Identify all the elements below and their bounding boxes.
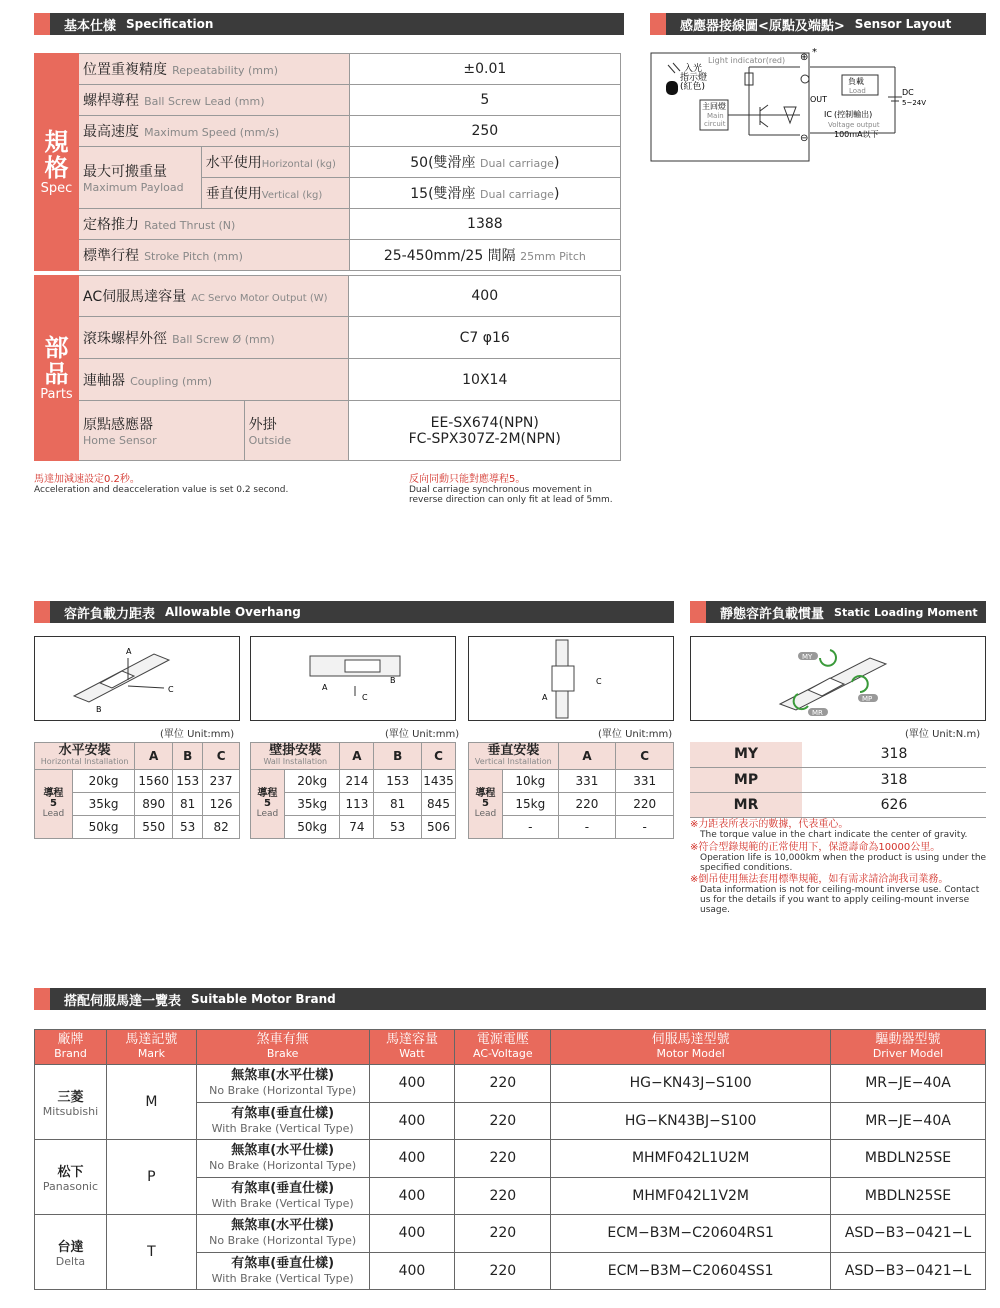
cell: - [502, 816, 558, 839]
entry-label: 入光 [684, 64, 703, 74]
driver-model-cell: MBDLN25SE [831, 1140, 986, 1178]
brand-cn: 三菱 [57, 1090, 84, 1105]
spec-value: 400 [349, 276, 621, 317]
head-en: Brake [266, 1047, 299, 1060]
cell: 53 [374, 816, 422, 839]
moment-header-cn: 靜態容許負載慣量 [720, 606, 825, 622]
cell: 237 [203, 770, 240, 793]
brake-cell [196, 1252, 369, 1290]
label-cn: 標準行程 [82, 248, 139, 264]
lead-num: 5 [263, 798, 271, 809]
motor-header [34, 988, 986, 1010]
cell: 153 [173, 770, 203, 793]
wall-table [250, 742, 456, 839]
value-close: ) [553, 186, 560, 202]
value-num: 15 [410, 186, 429, 202]
note-en: Dual carriage synchronous movement in reverse direction can only fit at lead of 5mm. [409, 485, 613, 505]
spec-row-lead [78, 85, 349, 116]
horizontal-table [34, 742, 240, 839]
motor-model-cell: ECM−B3M−C20604RS1 [551, 1215, 831, 1253]
cell: 50kg [284, 816, 340, 839]
main-cn: 主回燈 [702, 102, 726, 111]
cell: 845 [422, 793, 456, 816]
voltage-cell: 220 [455, 1215, 551, 1253]
spec-value [349, 240, 620, 271]
label-cn: 連軸器 [82, 372, 125, 389]
head-watt [369, 1030, 455, 1065]
voltage-cell: 220 [455, 1252, 551, 1290]
lead-label [251, 770, 285, 839]
ic-cn: (控制輸出) [834, 110, 873, 119]
motor-model-cell: HG−KN43BJ−S100 [551, 1102, 831, 1140]
moment-key: MP [690, 767, 802, 792]
motor-model-cell: ECM−B3M−C20604SS1 [551, 1252, 831, 1290]
label-b: B [96, 705, 102, 714]
out-label: OUT [810, 95, 828, 104]
motor-table [34, 1029, 986, 1290]
label-en: Stroke Pitch (mm) [144, 250, 243, 263]
note-en: Acceleration and deacceleration value is set 0.2 second. [34, 485, 289, 495]
brand-en: Mitsubishi [42, 1105, 99, 1118]
value-num: 50 [410, 155, 429, 171]
label-c: C [596, 677, 602, 686]
cell: 10kg [502, 770, 558, 793]
moment-unit: (單位 Unit:N.m) [905, 729, 981, 740]
label-cn: 螺桿導程 [82, 93, 139, 109]
cell: 82 [203, 816, 240, 839]
sensor-wiring-diagram [650, 45, 927, 167]
label-cn: 滾珠螺桿外徑 [82, 330, 167, 347]
cell: 1560 [135, 770, 173, 793]
brand-en: Panasonic [42, 1180, 99, 1193]
brake-cell [196, 1065, 369, 1103]
brand-en: Delta [55, 1255, 86, 1268]
spec-row-motor [78, 276, 349, 317]
head-en: AC-Voltage [473, 1047, 533, 1060]
watt-cell: 400 [369, 1140, 455, 1178]
watt-cell: 400 [369, 1177, 455, 1215]
head-brake [196, 1030, 369, 1065]
light-indicator-label: Light indicator(red) [708, 56, 786, 65]
head-en: Brand [54, 1047, 87, 1060]
mr-tag: MR [812, 709, 823, 717]
motor-header-en: Suitable Motor Brand [191, 992, 336, 1006]
note-en: Operation life is 10,000km when the product is using under the specified conditions. [700, 853, 987, 873]
unit-label: (單位 Unit:mm) [160, 729, 235, 740]
mark-cell: P [106, 1140, 196, 1215]
label-en: Ball Screw Lead (mm) [144, 95, 265, 108]
label-cn: AC伺服馬達容量 [82, 289, 187, 305]
brake-cn: 有煞車(垂直仕樣) [231, 1180, 335, 1196]
cell: 214 [340, 770, 374, 793]
note-cn: 反向同動只能對應導程5。 [409, 474, 526, 485]
spec-value: 5 [349, 85, 620, 116]
label-en: Outside [248, 434, 292, 447]
carriage [552, 666, 574, 691]
brand-cn: 松下 [57, 1165, 84, 1180]
cell: 550 [135, 816, 173, 839]
spec-value [349, 178, 620, 209]
label-a: A [126, 647, 132, 656]
value-pitch: 25mm Pitch [520, 250, 586, 263]
spec-row-coupling [78, 359, 349, 401]
lead-label [35, 770, 73, 839]
label-en: Ball Screw Ø (mm) [172, 332, 275, 346]
vertical-table [468, 742, 674, 839]
spec-group-cn: 規格 [44, 127, 69, 182]
spec-row-screw [78, 317, 349, 359]
col-c: C [422, 743, 456, 770]
cell: 1435 [422, 770, 456, 793]
value-en: Dual carriage [480, 157, 554, 170]
spec-payload-horizontal [201, 147, 349, 178]
ic-label: IC [824, 110, 832, 119]
spec-value [349, 147, 620, 178]
motor-model-cell: MHMF042L1U2M [551, 1140, 831, 1178]
spec-value: 250 [349, 116, 620, 147]
label-c: C [362, 693, 368, 702]
cell: 220 [558, 793, 616, 816]
cell: - [558, 816, 616, 839]
lead-en: Lead [474, 809, 497, 819]
spec-row-thrust [78, 209, 349, 240]
spec-header-cn: 基本仕樣 [64, 18, 117, 34]
wall-title [251, 743, 340, 770]
moment-val: 318 [802, 767, 986, 792]
spec-sensor-mount [244, 401, 349, 461]
title-cn: 壁掛安裝 [269, 743, 322, 758]
value-cn: (雙滑座 [428, 186, 476, 202]
cell: 331 [616, 770, 674, 793]
driver-model-cell: ASD−B3−0421−L [831, 1215, 986, 1253]
moment-notes [690, 819, 988, 915]
label-cn: 最高速度 [82, 124, 139, 140]
cell: 153 [374, 770, 422, 793]
main-en1: Main [707, 112, 724, 120]
cell: 890 [135, 793, 173, 816]
note-en: Data information is not for ceiling-mount inverse use. Contact us for the details if you want to apply ceiling-mount inverse usage. [700, 885, 980, 915]
label-en: Maximum Payload [82, 181, 184, 194]
label-c: C [168, 685, 174, 694]
overhang-header-cn: 容許負載力距表 [64, 606, 156, 622]
volt-label: 5~24V [902, 99, 927, 107]
spec-row-stroke [78, 240, 349, 271]
label-cn: 最大可搬重量 [82, 164, 167, 180]
head-cn: 馬達記號 [125, 1032, 178, 1047]
brake-cn: 無煞車(水平仕樣) [231, 1068, 335, 1084]
sensor-model-1: EE-SX674(NPN) [430, 414, 539, 431]
lead-num: 5 [49, 798, 57, 809]
brand-cell [35, 1215, 107, 1290]
spec-row-payload [78, 147, 201, 209]
cell: 20kg [72, 770, 134, 793]
spec-value: ±0.01 [349, 54, 620, 85]
col-b: B [173, 743, 203, 770]
label-cn: 定格推力 [82, 217, 139, 233]
head-en: Watt [399, 1047, 425, 1060]
note-cn: ※倒吊使用無法套用標準規範，如有需求請洽詢我司業務。 [690, 874, 949, 885]
head-brand [35, 1030, 107, 1065]
spec-group-label [35, 54, 79, 271]
sensor-model-2: FC-SPX307Z-2M(NPN) [408, 430, 561, 447]
voltage-cell: 220 [455, 1177, 551, 1215]
cell: 113 [340, 793, 374, 816]
label-en: Horizontal (kg) [261, 159, 336, 170]
load-cn: 負載 [848, 77, 864, 86]
overhang-header [34, 601, 674, 623]
label-en: Coupling (mm) [130, 374, 213, 388]
label-a: A [542, 693, 548, 702]
label-en: Rated Thrust (N) [144, 219, 236, 232]
brake-en: No Brake (Horizontal Type) [209, 1234, 357, 1248]
voltage-cell: 220 [455, 1102, 551, 1140]
unit-label: (單位 Unit:mm) [598, 729, 673, 740]
unit-label: (單位 Unit:mm) [385, 729, 460, 740]
lead-cn: 導程 [475, 788, 496, 799]
overhang-header-en: Allowable Overhang [165, 605, 301, 619]
indicator-label: 指示燈 [680, 73, 708, 83]
load-en: Load [849, 87, 866, 95]
cell: 506 [422, 816, 456, 839]
lead-label [469, 770, 503, 839]
watt-cell: 400 [369, 1102, 455, 1140]
ma-label: 100mA以下 [834, 130, 879, 139]
label-cn: 水平使用 [205, 155, 262, 171]
value-cn: (雙滑座 [428, 155, 476, 171]
driver-model-cell: ASD−B3−0421−L [831, 1252, 986, 1290]
value-close: ) [553, 155, 560, 171]
label-cn: 垂直使用 [205, 186, 262, 202]
head-cn: 廠牌 [57, 1032, 84, 1047]
spec-value: 1388 [349, 209, 620, 240]
label-b: B [390, 676, 396, 685]
wall-diagram [250, 636, 456, 721]
cell: 74 [340, 816, 374, 839]
title-cn: 垂直安裝 [487, 743, 540, 758]
brake-cell [196, 1177, 369, 1215]
vertical-diagram [468, 636, 674, 721]
vertical-title [469, 743, 559, 770]
parts-group-en: Parts [40, 386, 73, 402]
cell: 15kg [502, 793, 558, 816]
note-cn: ※符合型錄規範的正常使用下，保證壽命為10000公里。 [690, 842, 941, 853]
horizontal-diagram [34, 636, 240, 721]
moment-val: 626 [802, 792, 986, 817]
label-en: Maximum Speed (mm/s) [144, 126, 280, 139]
spec-group-en: Spec [40, 180, 73, 196]
label-cn: 位置重複精度 [82, 62, 167, 78]
spec-table [34, 53, 621, 461]
main-en2: circuit [704, 120, 726, 128]
label-en: Vertical (kg) [261, 190, 323, 201]
cell: 81 [173, 793, 203, 816]
motor-model-cell: MHMF042L1V2M [551, 1177, 831, 1215]
col-a: A [558, 743, 616, 770]
moment-diagram [690, 636, 986, 721]
cell: 53 [173, 816, 203, 839]
motor-header-cn: 搭配伺服馬達一覽表 [64, 993, 182, 1009]
col-a: A [135, 743, 173, 770]
mark-cell: M [106, 1065, 196, 1140]
cell: 331 [558, 770, 616, 793]
terminal-l [801, 75, 809, 83]
watt-cell: 400 [369, 1215, 455, 1253]
note-cn: 馬達加減速設定0.2秒。 [34, 474, 140, 485]
head-en: Motor Model [656, 1047, 725, 1060]
col-c: C [203, 743, 240, 770]
head-cn: 伺服馬達型號 [651, 1032, 730, 1047]
label-en: AC Servo Motor Output (W) [191, 293, 328, 304]
value-main: 25-450mm/25 間隔 [383, 248, 516, 264]
horizontal-title [35, 743, 135, 770]
cell: 50kg [72, 816, 134, 839]
head-mark [106, 1030, 196, 1065]
head-en: Driver Model [872, 1047, 944, 1060]
my-tag: MY [802, 653, 813, 661]
moment-key: MR [690, 792, 802, 817]
lead-num: 5 [481, 798, 489, 809]
diagram-frame [35, 637, 240, 721]
moment-header-en: Static Loading Moment [834, 605, 978, 619]
light-arrows [668, 63, 680, 73]
brake-cn: 無煞車(水平仕樣) [231, 1143, 335, 1159]
brand-cn: 台達 [57, 1240, 84, 1255]
carriage [345, 660, 380, 672]
brake-en: No Brake (Horizontal Type) [209, 1159, 357, 1173]
mp-tag: MP [862, 695, 873, 703]
head-en: Mark [137, 1047, 165, 1060]
col-a: A [340, 743, 374, 770]
transistor [760, 105, 768, 127]
brake-cell [196, 1102, 369, 1140]
value-en: Dual carriage [480, 188, 554, 201]
parts-group-label [35, 276, 79, 461]
head-driver-model [831, 1030, 986, 1065]
title-en: Wall Installation [263, 757, 328, 766]
driver-model-cell: MBDLN25SE [831, 1177, 986, 1215]
col-c: C [616, 743, 674, 770]
moment-header [690, 601, 986, 623]
lead-cn: 導程 [43, 788, 64, 799]
cell: 20kg [284, 770, 340, 793]
diagram-frame [251, 637, 456, 721]
parts-group-cn: 部品 [44, 333, 69, 388]
head-cn: 驅動器型號 [875, 1032, 941, 1047]
mark-cell: T [106, 1215, 196, 1290]
spec-row-speed [78, 116, 349, 147]
title-en: Horizontal Installation [40, 757, 129, 766]
cell: 35kg [284, 793, 340, 816]
lead-en: Lead [256, 809, 279, 819]
brake-en: With Brake (Vertical Type) [211, 1121, 354, 1135]
brake-cell [196, 1215, 369, 1253]
brake-cn: 有煞車(垂直仕樣) [231, 1105, 335, 1121]
brake-cn: 無煞車(水平仕樣) [231, 1218, 335, 1234]
spec-value: 10X14 [349, 359, 621, 401]
spec-value: C7 φ16 [349, 317, 621, 359]
brake-en: With Brake (Vertical Type) [211, 1271, 354, 1285]
brand-cell [35, 1065, 107, 1140]
spec-note-1 [34, 470, 394, 495]
driver-model-cell: MR−JE−40A [831, 1065, 986, 1103]
moment-val: 318 [802, 742, 986, 767]
col-b: B [374, 743, 422, 770]
label-cn: 原點感應器 [82, 417, 153, 433]
voltage-cell: 220 [455, 1065, 551, 1103]
brake-en: No Brake (Horizontal Type) [209, 1084, 357, 1098]
brand-cell [35, 1140, 107, 1215]
brake-cell [196, 1140, 369, 1178]
sensor-header-en: Sensor Layout [854, 17, 952, 31]
watt-cell: 400 [369, 1252, 455, 1290]
driver-model-cell: MR−JE−40A [831, 1102, 986, 1140]
spec-header-en: Specification [126, 17, 214, 31]
brake-cn: 有煞車(垂直仕樣) [231, 1255, 335, 1271]
vo-en: Voltage output [828, 121, 880, 129]
spec-note-2 [409, 470, 624, 505]
head-cn: 電源電壓 [476, 1032, 529, 1047]
sensor-header-cn: 感應器接線圖<原點及端點> [680, 18, 845, 34]
brake-en: With Brake (Vertical Type) [211, 1196, 354, 1210]
label-cn: 外掛 [248, 417, 277, 433]
red-label: (紅色) [680, 82, 706, 92]
minus-symbol: ⊖ [800, 133, 809, 144]
sensor-header [650, 13, 986, 35]
spec-payload-vertical [201, 178, 349, 209]
cell: 81 [374, 793, 422, 816]
moment-table [690, 742, 986, 818]
head-voltage [455, 1030, 551, 1065]
cell: 126 [203, 793, 240, 816]
title-cn: 水平安裝 [58, 743, 111, 758]
lead-cn: 導程 [257, 788, 278, 799]
cell: - [616, 816, 674, 839]
voltage-cell: 220 [455, 1140, 551, 1178]
label-a: A [322, 683, 328, 692]
spec-header [34, 13, 624, 35]
spec-row-sensor [78, 401, 244, 461]
title-en: Vertical Installation [474, 757, 552, 766]
label-en: Home Sensor [82, 434, 157, 447]
note-en: The torque value in the chart indicate the center of gravity. [700, 830, 968, 840]
moment-key: MY [690, 742, 802, 767]
head-cn: 馬達容量 [385, 1032, 438, 1047]
head-cn: 煞車有無 [256, 1032, 309, 1047]
cell: 35kg [72, 793, 134, 816]
spec-value [349, 401, 621, 461]
cell: 220 [616, 793, 674, 816]
emitter-icon [666, 81, 678, 95]
note-cn: ※力距表所表示的數據，代表重心。 [690, 819, 849, 830]
label-en: Repeatability (mm) [172, 64, 279, 77]
spec-row-repeatability [78, 54, 349, 85]
dc-label: DC [902, 88, 914, 97]
star-symbol: * [812, 47, 817, 58]
lead-en: Lead [42, 809, 65, 819]
motor-model-cell: HG−KN43J−S100 [551, 1065, 831, 1103]
watt-cell: 400 [369, 1065, 455, 1103]
head-motor-model [551, 1030, 831, 1065]
plus-symbol: ⊕ [800, 52, 809, 63]
